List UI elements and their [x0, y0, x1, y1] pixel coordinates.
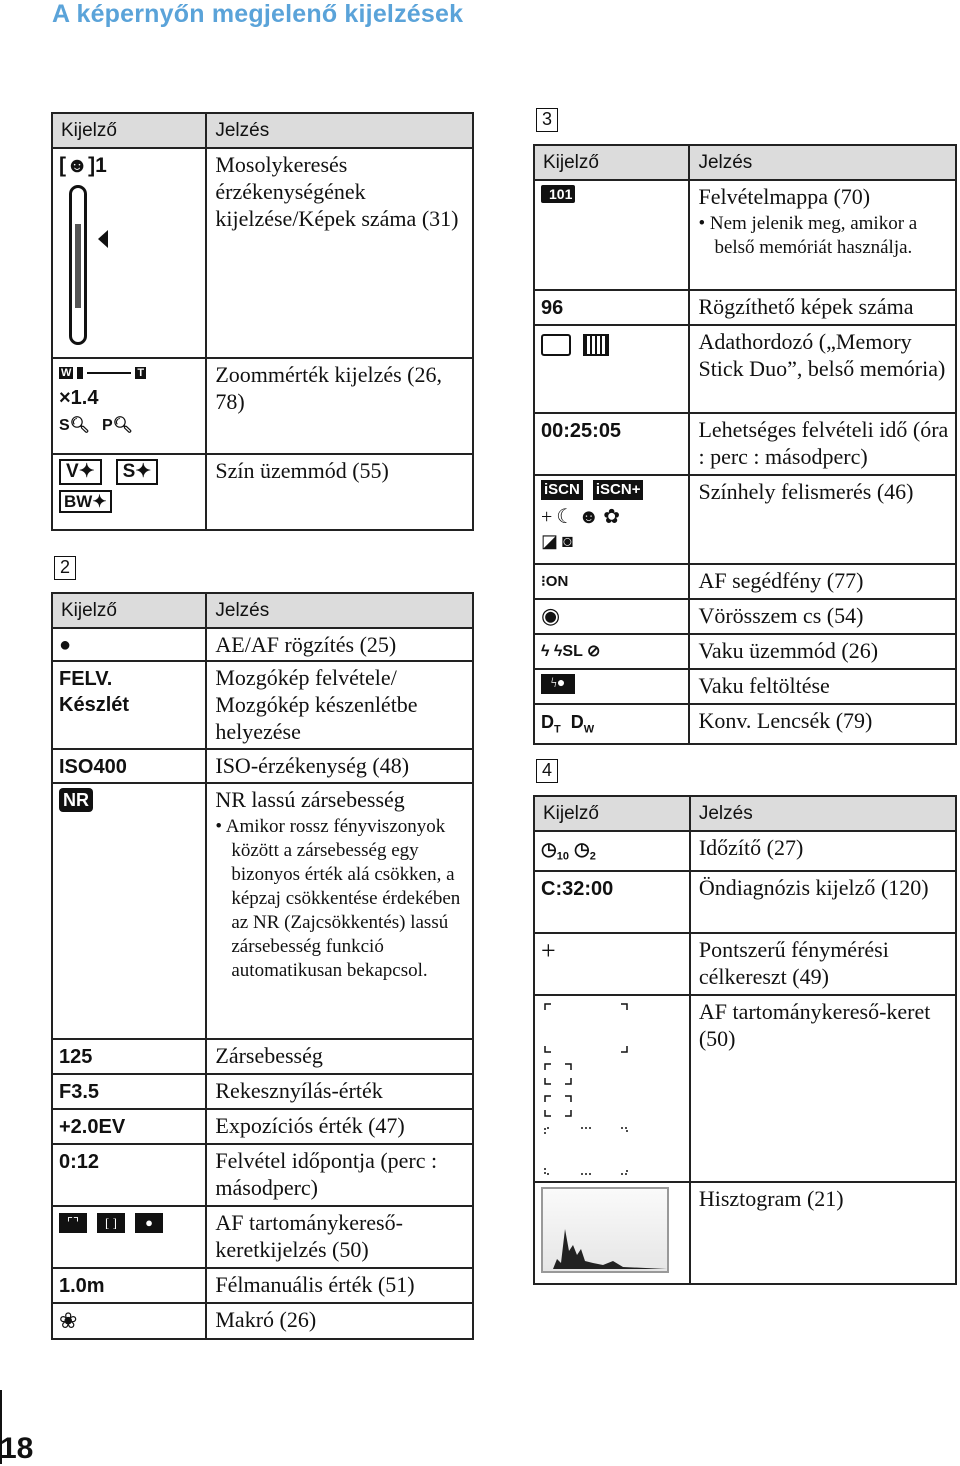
flash-mode-icons: ϟ ϟSL ⊘	[534, 634, 689, 669]
header-kijelzo: Kijelző	[534, 796, 690, 831]
table-row	[52, 783, 473, 1039]
section2-table	[51, 592, 474, 1340]
table-row	[534, 413, 956, 475]
rec-time-desc: Felvétel időpontja (perc : másodperc)	[206, 1144, 473, 1206]
color-mode-icons	[52, 454, 206, 530]
left-top-table	[51, 112, 474, 531]
images-remaining: 96	[534, 290, 689, 325]
table-row	[534, 564, 956, 599]
red-eye-desc: Vörösszem cs (54)	[689, 599, 956, 634]
rec-time-remaining-desc: Lehetséges felvételi idő (óra : perc : másodperc)	[689, 413, 956, 475]
table-row	[534, 831, 956, 871]
ae-af-lock-icon: ●	[52, 628, 206, 661]
af-illuminator-icon: ⁝ON	[534, 564, 689, 599]
zoom-mode-icons: S🔍︎ P🔍︎	[59, 417, 133, 434]
macro-icon: ❀	[52, 1303, 206, 1339]
aperture-value: F3.5	[52, 1074, 206, 1109]
rec-time-remaining: 00:25:05	[534, 413, 689, 475]
table-header	[534, 796, 956, 831]
af-center-icon: [ ]	[97, 1213, 125, 1233]
self-timer-icons: $◷_{10}$ $◷_2$	[534, 831, 690, 871]
header-kijelzo: Kijelző	[52, 593, 206, 628]
conversion-lens-desc: Konv. Lencsék (79)	[689, 704, 956, 744]
af-illuminator-desc: AF segédfény (77)	[689, 564, 956, 599]
red-eye-icon: ◉	[534, 599, 689, 634]
folder-icon: 101	[534, 180, 689, 290]
table-row	[534, 871, 956, 933]
table-header	[52, 113, 473, 148]
self-diagnosis-desc: Öndiagnózis kijelző (120)	[690, 871, 956, 933]
smile-desc: Mosolykeresés érzékenységének kijelzése/Képek száma (31)	[206, 148, 473, 358]
shutter-value: 125	[52, 1039, 206, 1074]
table-row	[52, 1268, 473, 1303]
table-row	[52, 661, 473, 749]
section3-table	[533, 144, 957, 745]
table-row	[52, 148, 473, 358]
vivid-icon: V✦	[59, 459, 102, 485]
movie-status: FELV. Készlét	[52, 661, 206, 749]
table-row	[534, 325, 956, 413]
exposure-value: +2.0EV	[52, 1109, 206, 1144]
nr-desc: NR lassú zársebesség • Amikor rossz fényviszonyok között a zársebesség egy bizonyos érték alá csökken, a képzaj csökkentése érdekében az NR (Zajcsökkentés) lassú zársebesség funkció automatikusan bekapcsol.	[206, 783, 473, 1039]
table-row	[534, 669, 956, 704]
ae-af-desc: AE/AF rögzítés (25)	[206, 628, 473, 661]
histogram-icon	[534, 1182, 690, 1284]
table-row	[52, 1074, 473, 1109]
header-kijelzo: Kijelző	[534, 145, 689, 180]
table-row	[52, 1303, 473, 1339]
header-jelzes: Jelzés	[689, 145, 956, 180]
section-label-3: 3	[536, 108, 558, 132]
zoom-bar-icon: W T	[61, 367, 145, 379]
smile-count: [☻]1	[59, 154, 107, 177]
internal-memory-icon	[583, 334, 609, 356]
nr-icon: NR	[52, 783, 206, 1039]
folder-desc: Felvételmappa (70) • Nem jelenik meg, amikor a belső memóriát használja.	[689, 180, 956, 290]
images-remaining-desc: Rögzíthető képek száma	[689, 290, 956, 325]
iso-desc: ISO-érzékenység (48)	[206, 749, 473, 783]
smile-indicator	[52, 148, 206, 358]
header-jelzes: Jelzés	[206, 113, 473, 148]
table-row	[52, 749, 473, 783]
zoom-desc: Zoommérték kijelzés (26, 78)	[206, 358, 473, 454]
media-icons	[534, 325, 689, 413]
table-row	[52, 358, 473, 454]
rec-time-value: 0:12	[52, 1144, 206, 1206]
table-row	[52, 454, 473, 530]
header-jelzes: Jelzés	[206, 593, 473, 628]
af-frame-desc: AF tartománykereső-keretkijelzés (50)	[206, 1206, 473, 1268]
table-row	[534, 634, 956, 669]
semi-manual-desc: Félmanuális érték (51)	[206, 1268, 473, 1303]
table-row	[52, 1039, 473, 1074]
smile-sensitivity-bar-icon	[69, 185, 87, 345]
table-row	[534, 933, 956, 995]
color-mode-desc: Szín üzemmód (55)	[206, 454, 473, 530]
zoom-indicator	[52, 358, 206, 454]
table-row	[52, 1144, 473, 1206]
table-row	[52, 1206, 473, 1268]
aperture-desc: Rekesznyílás-érték	[206, 1074, 473, 1109]
af-spot-icon: ●	[135, 1213, 163, 1233]
folder-note: • Nem jelenik meg, amikor a belső memóriát használja.	[698, 213, 918, 258]
spot-metering-crosshair-icon: +	[534, 933, 690, 995]
af-frames-icon	[541, 1000, 681, 1176]
movie-desc: Mozgókép felvétele/ Mozgókép készenlétbe helyezése	[206, 661, 473, 749]
zoom-value: ×1.4	[59, 387, 99, 409]
section-label-2: 2	[54, 556, 76, 580]
semi-manual-value: 1.0m	[52, 1268, 206, 1303]
nr-note: • Amikor rossz fényviszonyok között a zársebesség egy bizonyos érték alá csökken, a képzaj csökkentése érdekében az NR (Zajcsökkentés) lassú zársebesség funkció automatikusan bekapcsol.	[215, 816, 461, 981]
page-number: 18	[0, 1432, 34, 1465]
exposure-desc: Expozíciós érték (47)	[206, 1109, 473, 1144]
af-range-frame-desc: AF tartománykereső-keret (50)	[690, 995, 956, 1182]
section4-table	[533, 795, 957, 1285]
table-row	[534, 599, 956, 634]
header-kijelzo: Kijelző	[52, 113, 206, 148]
conversion-lens-icons: $D_T$ $D_W$	[534, 704, 689, 744]
af-frame-icons	[52, 1206, 206, 1268]
table-row	[534, 475, 956, 564]
flash-charge-icon: ϟ●	[534, 669, 689, 704]
flash-charge-desc: Vaku feltöltése	[689, 669, 956, 704]
self-diagnosis-value: C:32:00	[534, 871, 690, 933]
table-row	[52, 1109, 473, 1144]
memory-stick-icon	[541, 334, 571, 356]
sepia-icon: S✦	[116, 459, 159, 485]
table-row	[534, 290, 956, 325]
shutter-desc: Zársebesség	[206, 1039, 473, 1074]
header-jelzes: Jelzés	[690, 796, 956, 831]
histogram-desc: Hisztogram (21)	[690, 1182, 956, 1284]
self-timer-desc: Időzítő (27)	[690, 831, 956, 871]
table-row	[52, 628, 473, 661]
table-row	[534, 1182, 956, 1284]
scene-recognition-desc: Színhely felismerés (46)	[689, 475, 956, 564]
bw-icon: BW✦	[59, 490, 112, 513]
flash-mode-desc: Vaku üzemmód (26)	[689, 634, 956, 669]
table-row	[534, 995, 956, 1182]
scene-recognition-icons: iSCN iSCN+ +☾☻✿ ◪◙	[534, 475, 689, 564]
table-header	[534, 145, 956, 180]
table-header	[52, 593, 473, 628]
af-range-frame-icons	[534, 995, 690, 1182]
iso-value: ISO400	[52, 749, 206, 783]
table-row	[534, 180, 956, 290]
media-desc: Adathordozó („Memory Stick Duo”, belső memória)	[689, 325, 956, 413]
af-multi-icon: ⌜⌝	[59, 1213, 87, 1233]
table-row	[534, 704, 956, 744]
section-label-4: 4	[536, 759, 558, 783]
spot-metering-desc: Pontszerű fénymérési célkereszt (49)	[690, 933, 956, 995]
page-title: A képernyőn megjelenő kijelzések	[52, 0, 464, 28]
macro-desc: Makró (26)	[206, 1303, 473, 1339]
